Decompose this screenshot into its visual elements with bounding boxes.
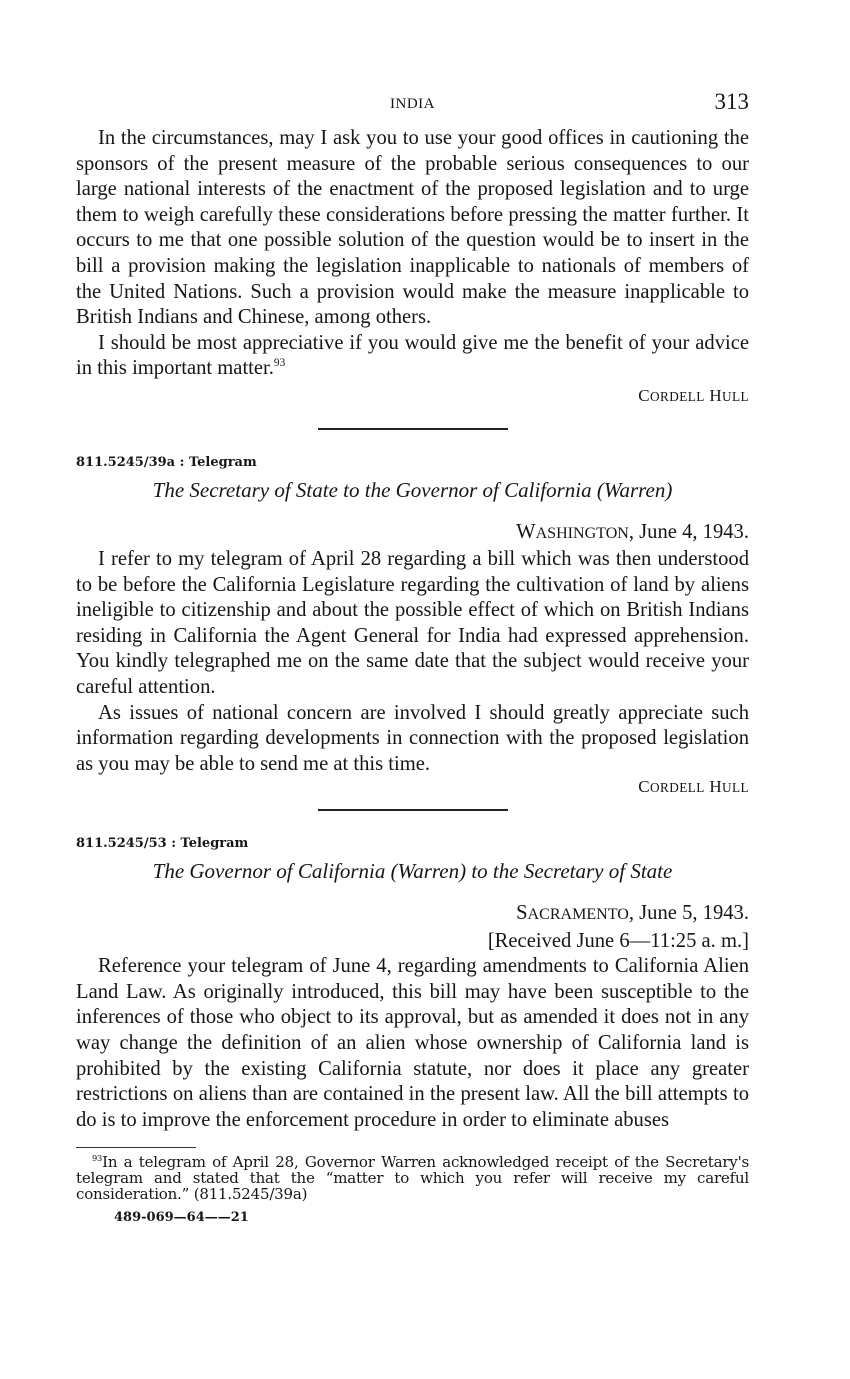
footnote-divider: [76, 1147, 196, 1148]
footnote-marker: 93: [92, 1153, 103, 1164]
doc2-paragraph-1: I refer to my telegram of April 28 regarding a bill which was then understood to be before the California Legislature regarding the cultivation of land by aliens ineligible to citizenship and about the possible effect of which on British Indians residing in California the Agent General for India had expressed apprehension. You kindly telegraphed me on the same date that the subject would receive your careful attention.: [76, 547, 749, 698]
document-2: [76, 455, 749, 797]
doc1-paragraph-2-text: I should be most appreciative if you would give me the benefit of your advice in this important matter.: [76, 331, 749, 380]
doc3-dateline: [76, 900, 749, 928]
doc3-received-note: [Received June 6—11:25 a. m.]: [487, 930, 749, 953]
place-initial: W: [516, 520, 536, 543]
doc2-dateline: [76, 519, 749, 547]
page-header: [76, 86, 749, 126]
signature-initial: H: [709, 777, 723, 797]
signature-small-caps: ULL: [722, 388, 749, 404]
document-page: [76, 86, 749, 1225]
footnote: [76, 1154, 749, 1202]
footnote-text: In a telegram of April 28, Governor Warren acknowledged receipt of the Secretary's telegram and stated that the “matter to which you refer will receive my careful consideration.” (811.5245/39a): [76, 1153, 749, 1204]
document-3: [76, 836, 749, 1133]
doc2-title: The Secretary of State to the Governor of California (Warren): [152, 477, 673, 502]
section-divider: [318, 428, 508, 430]
page-number: 313: [714, 89, 749, 114]
signature-small-caps: ORDELL: [650, 388, 705, 404]
document-1-continuation: [76, 126, 749, 406]
doc3-date: , June 5, 1943.: [628, 902, 749, 925]
signature-small-caps: ULL: [722, 780, 749, 796]
print-code: 489-069—64——21: [114, 1210, 249, 1226]
running-head: INDIA: [390, 96, 435, 112]
place-initial: S: [516, 902, 528, 925]
section-divider: [318, 809, 508, 811]
signature-small-caps: ORDELL: [650, 780, 705, 796]
signature-initial: C: [638, 385, 651, 405]
doc3-paragraph-1: Reference your telegram of June 4, regarding amendments to California Alien Land Law. As originally introduced, this bill may have been susceptible to the inferences of those who object to its approval, but as amended it does not in any way change the definition of an alien whose ownership of California land is prohibited by the existing California statute, nor does it place any greater restrictions on aliens than are contained in the present law. All the bill attempts to do is to improve the enforcement procedure in order to eliminate abuses: [76, 955, 749, 1131]
signature-initial: C: [638, 777, 651, 797]
doc3-title: The Governor of California (Warren) to the Secretary of State: [152, 859, 673, 884]
doc1-paragraph-1: In the circumstances, may I ask you to use your good offices in cautioning the sponsors of the present measure of the probable serious consequences to our large national interests of the enactment of the proposed legislation and to urge them to weigh carefully these considerations before pressing the matter further. It occurs to me that one possible solution of the question would be to insert in the bill a provision making the legislation inapplicable to nationals of members of the United Nations. Such a provision would make the measure inapplicable to British Indians and Chinese, among others.: [76, 127, 749, 329]
signature-initial: H: [709, 385, 723, 405]
place-small-caps: ASHINGTON: [535, 524, 629, 542]
doc2-date: , June 4, 1943.: [628, 520, 749, 543]
doc2-file-reference: 811.5245/39a : Telegram: [76, 454, 257, 470]
footnote-reference: 93: [273, 357, 286, 370]
doc3-file-reference: 811.5245/53 : Telegram: [76, 836, 249, 852]
doc2-paragraph-2: As issues of national concern are involved I should greatly appreciate such information regarding developments in connection with the proposed legislation as you may be able to send me at this time.: [76, 701, 749, 775]
place-small-caps: ACRAMENTO: [527, 906, 629, 924]
doc1-signature: [76, 386, 749, 406]
doc1-paragraph-2: [76, 331, 749, 382]
doc2-signature: [76, 777, 749, 797]
